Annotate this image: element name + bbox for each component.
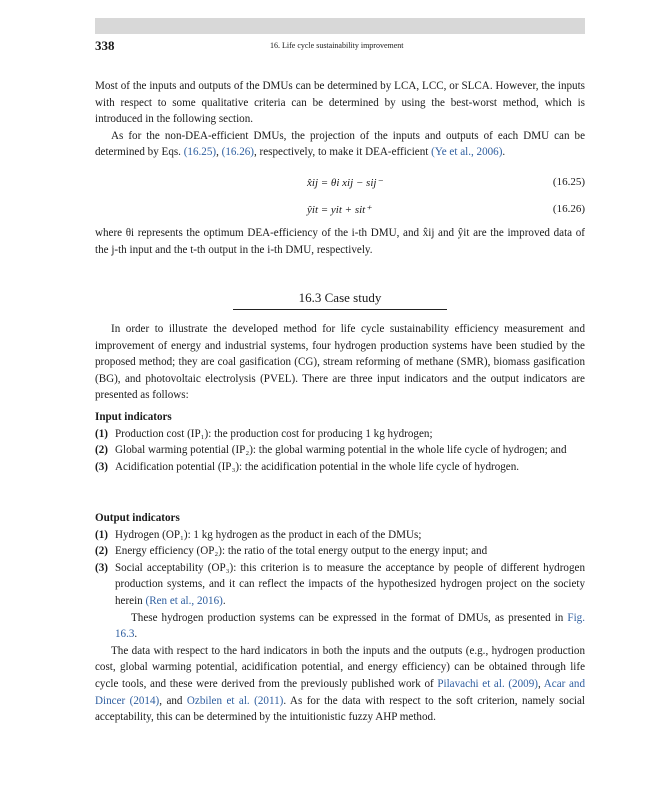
case-intro-paragraph: In order to illustrate the developed method for life cycle sustainability efficiency measurement and improvement of energy and industrial systems, four hydrogen production systems have been studied by the proposed method; they are coal gasification (CG), stream reforming of methane (SMR), biomass gasification (BG), and photovoltaic electrolysis (PVEL). There are three input indicators and the output indicators are presented as follows: xyxy=(95,323,585,402)
list-item: (1) Production cost (IP₁): the production cost for producing 1 kg hydrogen; xyxy=(95,427,433,440)
intro-paragraph-1: Most of the inputs and outputs of the DMUs can be determined by LCA, LCC, or SLCA. However, the inputs with respect to some qualitative criteria can be determined by using the best-worst method, which is introduced in the following section. xyxy=(95,80,585,126)
citation-link-acar-2014[interactable]: Acar and Dincer (2014) xyxy=(95,677,586,707)
where-paragraph: where θi represents the optimum DEA-efficiency of the i-th DMU, and x̂ij and ŷit are the improved data of the j-th input and the t-th output in the i-th DMU, respectively. xyxy=(95,227,585,256)
equation-16-26 xyxy=(95,203,585,221)
figure-link-16-3[interactable]: Fig. 16.3 xyxy=(115,611,585,641)
input-indicators-heading: Input indicators xyxy=(95,411,172,423)
equation-number: (16.26) xyxy=(552,203,585,215)
section-title: 16.3 Case study xyxy=(233,290,447,310)
input-indicators-block xyxy=(95,409,585,475)
equation-body: ŷit = yit + sit⁺ xyxy=(307,204,372,216)
equation-16-25 xyxy=(95,176,585,194)
equation-body: x̂ij = θi xij − sij⁻ xyxy=(307,177,383,189)
list-item: (3) Social acceptability (OP₃): this criterion is to measure the acceptance by people of different hydrogen production systems, and it can reflect the impacts of the hypothesized hydrogen project on the society herein (Ren et al., 2016). xyxy=(95,561,585,607)
citation-link-ye-2006[interactable]: (Ye et al., 2006) xyxy=(431,146,503,159)
input-indicators-list xyxy=(95,426,585,476)
intro-paragraph-2: As for the non-DEA-efficient DMUs, the projection of the inputs and outputs of each DMU can be determined by Eqs. (16.25), (16.26), respectively, to make it DEA-efficient (Ye et al., 2006). xyxy=(95,129,585,159)
output-indicators-block xyxy=(95,510,585,726)
citation-link-pilavachi-2009[interactable]: Pilavachi et al. (2009) xyxy=(437,677,538,690)
equation-link-16-25[interactable]: (16.25) xyxy=(183,146,217,159)
equation-number: (16.25) xyxy=(552,176,585,188)
list-item: (2) Energy efficiency (OP₂): the ratio of the total energy output to the energy input; and xyxy=(95,545,488,558)
list-item: (3) Acidification potential (IP₃): the acidification potential in the whole life cycle of hydrogen. xyxy=(95,460,520,473)
follow-paragraph: These hydrogen production systems can be expressed in the format of DMUs, as presented in Fig. 16.3. xyxy=(115,611,585,641)
header-bar xyxy=(95,18,585,34)
closing-paragraph: The data with respect to the hard indicators in both the inputs and the outputs (e.g., hydrogen production cost, global warming potential, acidification potential, and energy efficiency) can be obtained through life cycle tools, and these were derived from the previously published work of Pilavachi et al. (2009), Acar and Dincer (2014), and Ozbilen et al. (2011). As for the data with respect to the soft criterion, namely social acceptability, this can be determined by the intuitionistic fuzzy AHP method. xyxy=(95,644,586,724)
output-indicators-heading: Output indicators xyxy=(95,512,180,524)
page-number: 338 xyxy=(95,38,115,53)
running-title: 16. Life cycle sustainability improvement xyxy=(270,41,404,50)
output-indicators-list xyxy=(95,527,585,610)
equation-link-16-26[interactable]: (16.26) xyxy=(221,146,254,159)
list-item: (2) Global warming potential (IP₂): the global warming potential in the whole life cycle of hydrogen; and xyxy=(95,444,567,457)
citation-link-ren-2016[interactable]: (Ren et al., 2016) xyxy=(145,594,223,607)
citation-link-ozbilen-2011[interactable]: Ozbilen et al. (2011) xyxy=(186,694,284,707)
intro-block xyxy=(95,78,585,161)
list-item: (1) Hydrogen (OP₁): 1 kg hydrogen as the product in each of the DMUs; xyxy=(95,528,422,541)
